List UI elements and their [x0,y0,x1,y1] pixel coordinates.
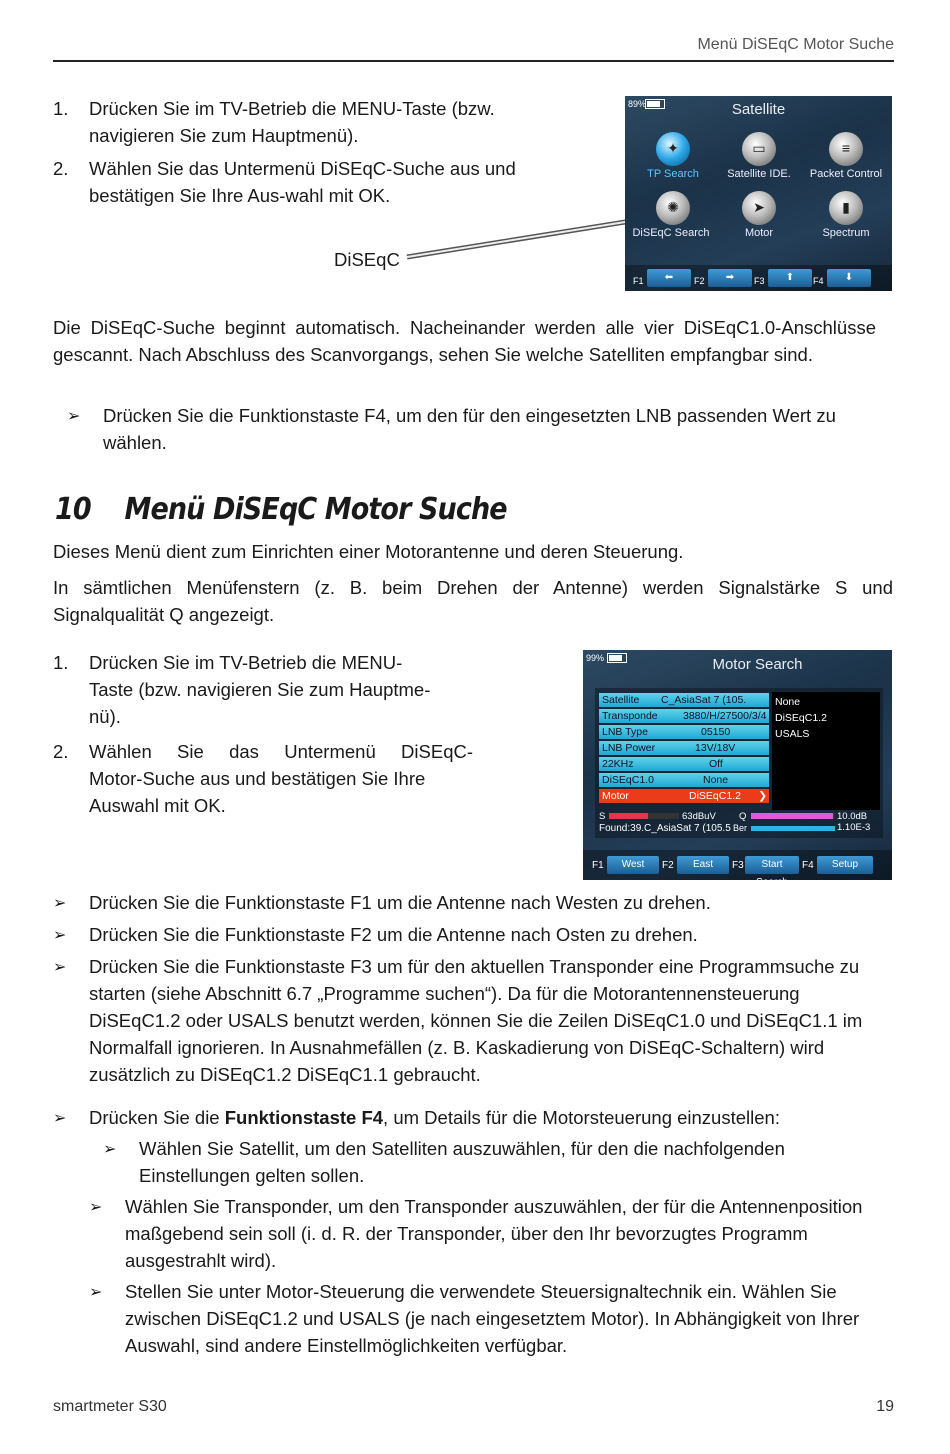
chapter-heading [55,492,507,527]
row-label: Transponde [602,710,658,722]
chapter-number: 10 [55,492,91,527]
page-number: 19 [876,1398,894,1415]
motor-options-list[interactable] [772,692,880,810]
sub-bullet-text: Wählen Sie Satellit, um den Satelliten auszuwählen, für den die nachfolgenden Einstellungen gelten sollen. [139,1138,785,1186]
satellite-menu-screenshot [625,96,892,291]
signal-q-label: Q [739,811,747,822]
sub-bullet-text: Wählen Sie Transponder, um den Transponder auszuwählen, der für die Antennenposition maßgebend sein soll (i. d. R. der Transponder, über den Ihr bevorzugtes Programm ausgestrahlt wird). [125,1196,863,1271]
signal-quality-fill [751,813,833,819]
fkey-button[interactable]: ⬅ [647,269,691,287]
bullet-item [53,921,888,948]
setup-button[interactable]: Setup [817,856,873,874]
bullet-text-pre: Drücken Sie die [89,1107,225,1128]
fkey-label: F4 [813,276,824,286]
bullet-item [53,402,853,456]
bullet-item [53,889,888,916]
step-text: Drücken Sie im TV-Betrieb die MENU-Taste (bzw. navigieren Sie zum Hauptmenü). [89,98,495,146]
bullet-item [53,953,888,1088]
battery-level: 99% [586,653,605,663]
bullet-text-bold: Funktionstaste F4 [224,1107,384,1128]
row-value: C_AsiaSat 7 (105. [661,694,747,706]
screen-title: Motor Search [712,656,803,673]
bullet-item [53,1104,888,1131]
option-item[interactable]: DiSEqC1.2 [775,712,827,724]
menu-row-22khz[interactable] [599,757,769,771]
row-label: LNB Power [602,742,656,754]
icon-label-diseqc-search: DiSEqC Search [632,227,710,239]
fkey-label: F2 [662,860,674,871]
ber-value: 1.10E-3 [837,822,871,833]
footer-product: smartmeter S30 [53,1398,167,1415]
steps-list-1 [53,95,523,209]
menu-row-transponder[interactable] [599,709,769,723]
menu-row-motor[interactable] [599,789,769,803]
fkey-label: F1 [592,860,604,871]
diseqc-switch-icon[interactable]: ✺ [656,191,690,225]
icon-label-spectrum: Spectrum [822,227,870,239]
diseqc-paragraph: Die DiSEqC-Suche beginnt automatisch. Nacheinander werden alle vier DiSEqC1.0-Anschlüsse gescannt. Nach Abschluss des Scanvorgangs, sehen Sie welche Satelliten empfangbar sind. [53,317,876,365]
menu-row-diseqc10[interactable] [599,773,769,787]
step-line: Motor-Suche aus und bestätigen Sie Ihre [89,768,426,789]
chevron-right-icon: ❯ [758,790,767,802]
function-key-bar [583,850,892,888]
fkey-label: F3 [732,860,744,871]
step-line: Drücken Sie im TV-Betrieb die MENU- [89,652,403,673]
motor-search-screenshot [583,650,892,888]
menu-row-satellite[interactable] [599,693,769,707]
bullet-arrow-icon: ➢ [89,1199,103,1216]
bullet-arrow-icon: ➢ [103,1141,117,1158]
sub-bullet-item [53,1135,888,1189]
row-label: Satellite [602,694,640,706]
menu-row-lnb-type[interactable] [599,725,769,739]
bar-chart-icon[interactable]: ▮ [829,191,863,225]
bullet-text: Drücken Sie die Funktionstaste F1 um die Antenne nach Westen zu drehen. [89,892,711,913]
step-number: 2. [53,158,69,179]
steps-list-2 [53,649,473,819]
option-item[interactable]: USALS [775,728,810,740]
sub-bullet-item [53,1278,888,1359]
step-line: nü). [89,706,121,727]
fkey-button[interactable]: ➡ [708,269,752,287]
step-text: Wählen Sie das Untermenü DiSEqC-Suche aus und bestätigen Sie Ihre Aus-wahl mit OK. [89,158,516,206]
bullet-text-post: , um Details für die Motorsteuerung einzustellen: [383,1107,780,1128]
battery-level: 89% [628,99,647,109]
fkey-label: F2 [694,276,705,286]
bullet-text: Drücken Sie die Funktionstaste F2 um die Antenne nach Osten zu drehen. [89,924,698,945]
row-value: None [703,774,729,786]
step-line: Taste (bzw. navigieren Sie zum Hauptme- [89,679,431,700]
row-label: 22KHz [602,758,634,770]
function-key-bar [625,265,892,291]
signal-quality-bar [751,813,835,819]
menu-row-lnb-power[interactable] [599,741,769,755]
step-item [53,649,473,730]
signal-strength-fill [609,813,648,819]
intro-paragraph-1: Dieses Menü dient zum Einrichten einer Motorantenne und deren Steuerung. [53,541,684,562]
screen-title: Satellite [731,101,786,118]
start-search-button[interactable]: Start Search [745,856,799,874]
icon-label-motor: Motor [744,227,774,239]
ber-label: Ber [733,823,748,833]
sub-bullet-item [53,1193,888,1274]
fkey-label: F1 [633,276,644,286]
west-button[interactable]: West [607,856,659,874]
motor-icon[interactable]: ➤ [742,191,776,225]
row-value: DiSEqC1.2 [689,790,741,802]
signal-s-label: S [599,811,606,822]
running-header: Menü DiSEqC Motor Suche [697,36,894,53]
chapter-title: Menü DiSEqC Motor Suche [124,492,507,527]
row-value: 13V/18V [695,742,736,754]
bullet-text: Drücken Sie die Funktionstaste F3 um für den aktuellen Transponder eine Programmsuche zu starten (siehe Abschnitt 6.7 „Programme suchen“). Da für die Motorantennensteuerung DiSEqC1.2 oder USALS benutzt werden, können Sie die Zeilen DiSEqC1.0 und DiSEqC1.1 im Normalfall ignorieren. In Ausnahmefällen (z. B. Kaskadierung von DiSEqC-Schaltern) wird zusätzlich zu DiSEqC1.2 DiSEqC1.1 gebraucht. [89,956,863,1085]
bullet-arrow-icon: ➢ [89,1284,103,1301]
row-label: LNB Type [602,726,648,738]
fkey-button[interactable]: ⬇ [827,269,871,287]
bullet-arrow-icon: ➢ [67,408,81,425]
ber-bar [751,826,835,831]
step-number: 1. [53,652,69,673]
signal-q-value: 10.0dB [837,811,868,822]
sub-bullet-text: Stellen Sie unter Motor-Steuerung die verwendete Steuersignaltechnik ein. Wählen Sie zwischen DiSEqC1.2 und USALS (je nach eingesetztem Motor). In Abhängigkeit von Ihrer Auswahl, sind andere Einstellmöglichkeiten verfügbar. [125,1281,860,1356]
option-item[interactable]: None [775,696,801,708]
header-rule [53,60,894,62]
signal-strength-bar [609,813,679,819]
row-label: Motor [602,790,629,802]
row-label: DiSEqC1.0 [602,774,654,786]
diseqc-callout: DiSEqC [334,249,400,270]
bullet-arrow-icon: ➢ [53,895,67,912]
step-line: Wählen Sie das Untermenü DiSEqC- [89,741,473,762]
bullet-text: Drücken Sie die Funktionstaste F4, um den für den eingesetzten LNB passenden Wert zu wählen. [103,405,836,453]
found-text: Found:39.C_AsiaSat 7 (105.5 [599,823,731,834]
bullet-arrow-icon: ➢ [53,959,67,976]
row-value: Off [709,758,723,770]
step-item [53,95,523,149]
row-value: 3880/H/27500/3/4 [683,710,767,722]
satellite-dish-icon[interactable]: ✦ [656,132,690,166]
icon-label-tp-search: TP Search [647,168,699,180]
row-value: 05150 [701,726,731,738]
east-button[interactable]: East [677,856,729,874]
fkey-label: F3 [754,276,765,286]
fkey-button[interactable]: ⬆ [768,269,812,287]
signal-s-value: 63dBuV [682,811,716,822]
fkey-label: F4 [802,860,814,871]
database-icon[interactable]: ≡ [829,132,863,166]
step-number: 2. [53,741,69,762]
step-number: 1. [53,98,69,119]
icon-label-satellite-ide: Satellite IDE. [727,168,791,180]
bullet-arrow-icon: ➢ [53,1110,67,1127]
bullet-arrow-icon: ➢ [53,927,67,944]
intro-paragraph-2: In sämtlichen Menüfenstern (z. B. beim Drehen der Antenne) werden Signalstärke S und Signalqualität Q angezeigt. [53,577,893,625]
function-key-bullets [53,889,888,1359]
step-line: Auswahl mit OK. [89,795,226,816]
step-item [53,738,473,819]
icon-label-packet-control: Packet Control [809,168,883,180]
step-item [53,155,523,209]
lnb-icon[interactable]: ▭ [742,132,776,166]
